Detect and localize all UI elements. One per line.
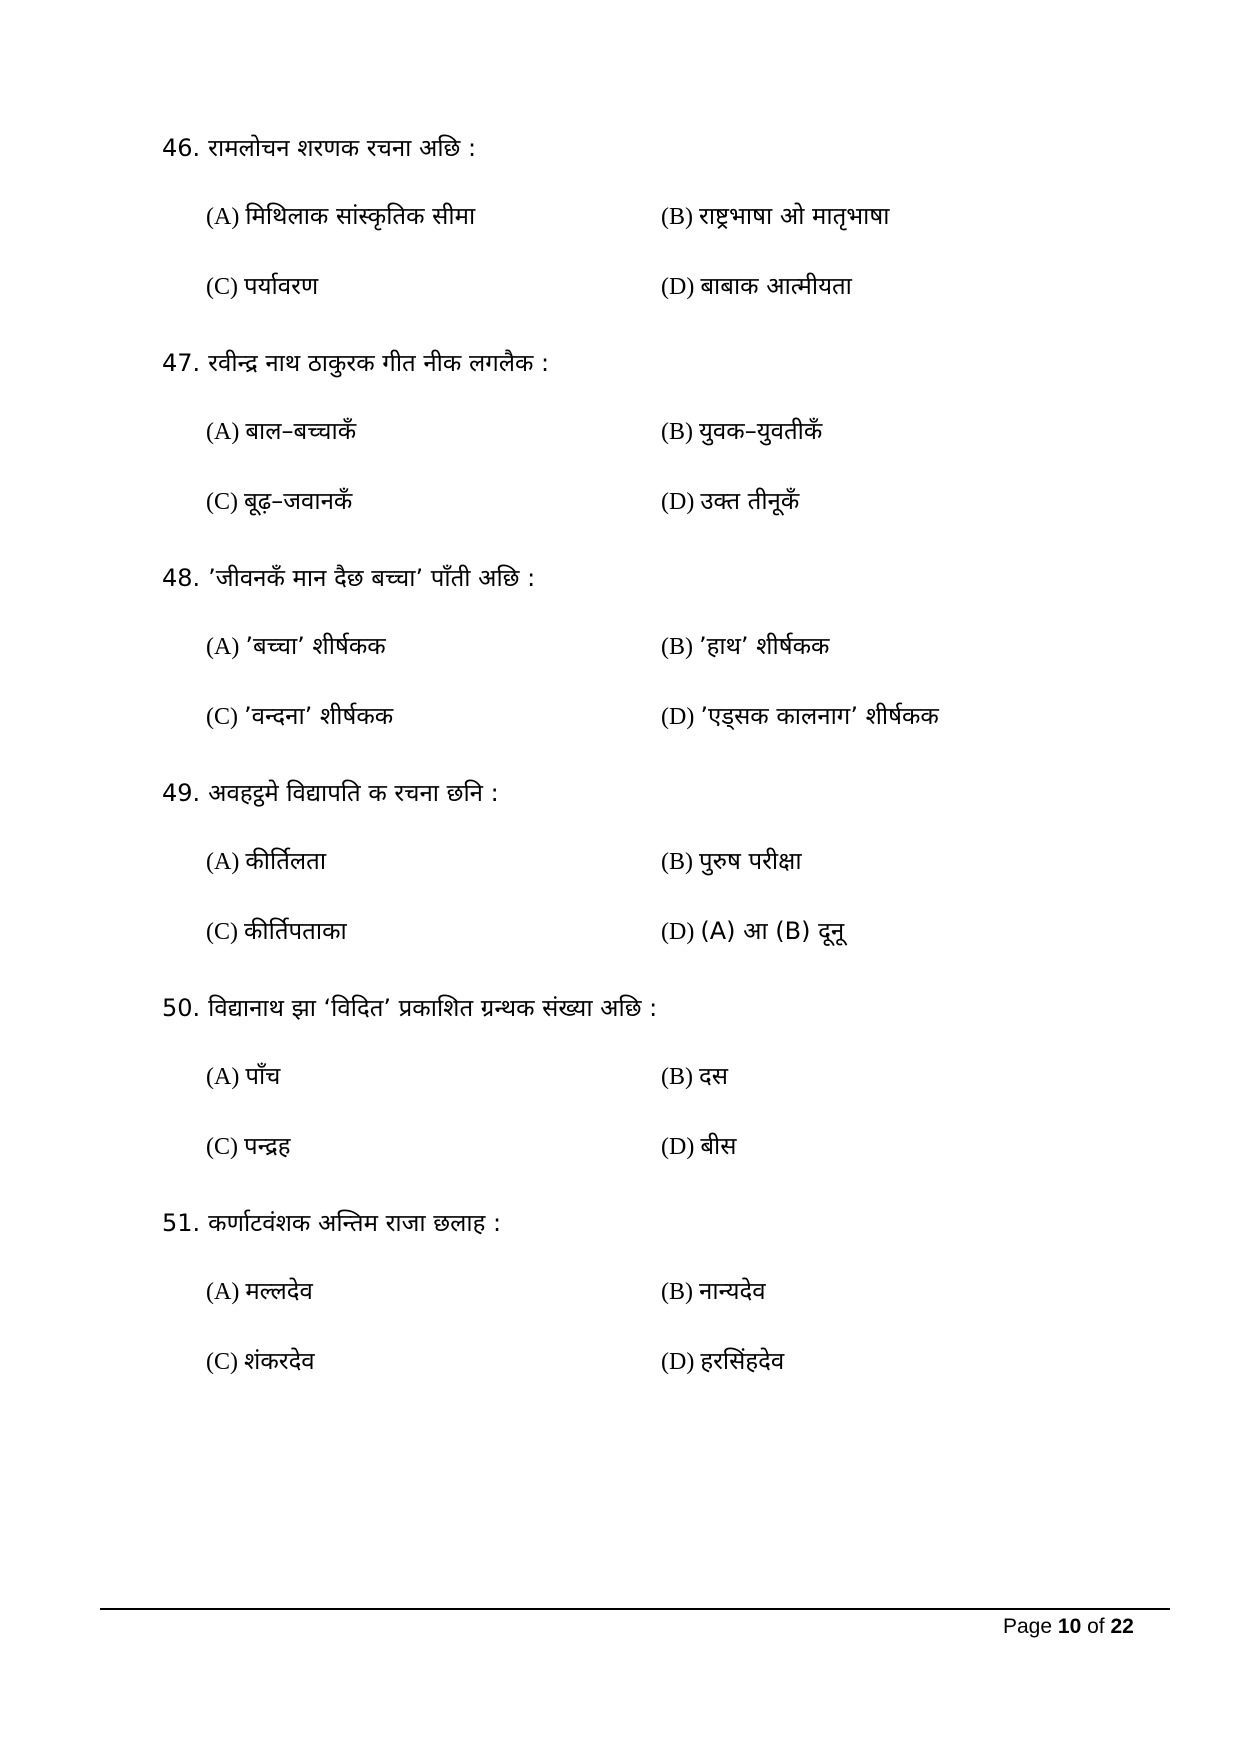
options-grid [206,199,1162,305]
page-number [1003,1612,1134,1642]
option-b [661,844,802,879]
option-letter: (A) [206,849,240,875]
option-text: बीस [700,1132,737,1160]
option-d [661,914,844,949]
options-grid [206,1059,1162,1165]
option-text: राष्ट्रभाषा ओ मातृभाषा [699,202,890,230]
question-51 [162,1206,1162,1380]
option-letter: (B) [661,419,693,445]
option-letter: (A) [206,634,240,660]
question-47 [162,346,1162,520]
question-text: ’जीवनकँ मान दैछ बच्चा’ पाँती अछि : [208,564,536,592]
option-letter: (D) [661,274,695,300]
option-text: (A) आ (B) दूनू [700,917,845,945]
option-letter: (B) [661,634,693,660]
option-text: ’हाथ’ शीर्षकक [699,632,830,660]
question-46 [162,131,1162,305]
option-b [661,414,822,449]
option-text: पन्द्रह [244,1132,291,1160]
total-pages: 22 [1110,1615,1134,1638]
option-b [661,1059,728,1094]
option-text: मिथिलाक सांस्कृतिक सीमा [245,202,476,230]
option-c [206,269,318,304]
option-letter: (D) [661,919,695,945]
question-text: रामलोचन शरणक रचना अछि : [208,134,477,162]
option-text: दस [699,1062,728,1090]
option-letter: (A) [206,419,240,445]
option-letter: (C) [206,489,238,515]
option-c [206,1129,291,1164]
option-text: ’एड्सक कालनाग’ शीर्षकक [700,702,939,730]
option-letter: (D) [661,704,695,730]
footer-divider [100,1608,1170,1610]
option-text: बाबाक आत्मीयता [700,272,852,300]
option-letter: (A) [206,1279,240,1305]
option-letter: (A) [206,1064,240,1090]
question-number: 51. [162,1209,201,1237]
option-text: पुरुष परीक्षा [699,847,802,875]
question-stem [162,991,1162,1025]
options-grid [206,844,1162,950]
option-letter: (C) [206,704,238,730]
option-text: बाल–बच्चाकँ [245,417,357,445]
question-stem [162,776,1162,810]
option-c [206,699,393,734]
question-text: रवीन्द्र नाथ ठाकुरक गीत नीक लगलैक : [208,349,550,377]
option-letter: (D) [661,1349,695,1375]
option-a [206,844,326,879]
option-letter: (C) [206,919,238,945]
option-text: कीर्तिलता [245,847,327,875]
option-letter: (D) [661,1134,695,1160]
question-48 [162,561,1162,735]
option-letter: (A) [206,204,240,230]
option-text: मल्लदेव [245,1277,313,1305]
option-letter: (C) [206,1134,238,1160]
page-label: Page [1003,1615,1053,1638]
option-text: शंकरदेव [244,1347,315,1375]
option-d [661,484,799,519]
option-text: पर्यावरण [244,272,319,300]
option-text: बूढ़–जवानकँ [244,487,353,515]
question-stem [162,346,1162,380]
options-grid [206,1274,1162,1380]
question-stem [162,131,1162,165]
option-text: हरसिंहदेव [700,1347,785,1375]
options-grid [206,414,1162,520]
option-letter: (C) [206,1349,238,1375]
option-text: ’वन्दना’ शीर्षकक [244,702,394,730]
current-page: 10 [1057,1615,1082,1638]
option-a [206,629,386,664]
option-text: नान्यदेव [699,1277,766,1305]
option-d [661,1344,784,1379]
option-letter: (B) [661,204,693,230]
option-c [206,484,352,519]
options-grid [206,629,1162,735]
question-49 [162,776,1162,950]
question-stem [162,1206,1162,1240]
option-b [661,1274,766,1309]
option-c [206,1344,315,1379]
question-stem [162,561,1162,595]
option-a [206,414,356,449]
question-number: 47. [162,349,201,377]
question-number: 50. [162,994,201,1022]
of-label: of [1087,1615,1105,1638]
option-d [661,1129,736,1164]
option-a [206,199,475,234]
option-b [661,199,889,234]
option-letter: (D) [661,489,695,515]
option-text: पाँच [245,1062,281,1090]
question-number: 49. [162,779,201,807]
option-letter: (C) [206,274,238,300]
option-letter: (B) [661,1064,693,1090]
option-d [661,269,852,304]
option-letter: (B) [661,849,693,875]
question-number: 46. [162,134,201,162]
option-c [206,914,347,949]
option-b [661,629,829,664]
option-d [661,699,939,734]
option-letter: (B) [661,1279,693,1305]
question-number: 48. [162,564,201,592]
option-a [206,1059,280,1094]
question-50 [162,991,1162,1165]
option-a [206,1274,313,1309]
option-text: युवक–युवतीकँ [699,417,823,445]
option-text: ’बच्चा’ शीर्षकक [245,632,386,660]
option-text: उक्त तीनूकँ [700,487,800,515]
question-text: अवहट्ठमे विद्यापति क रचना छनि : [208,779,499,807]
option-text: कीर्तिपताका [244,917,347,945]
question-text: कर्णाटवंशक अन्तिम राजा छलाह : [208,1209,502,1237]
question-text: विद्यानाथ झा ‘विदित’ प्रकाशित ग्रन्थक संख्या अछि : [208,994,658,1022]
